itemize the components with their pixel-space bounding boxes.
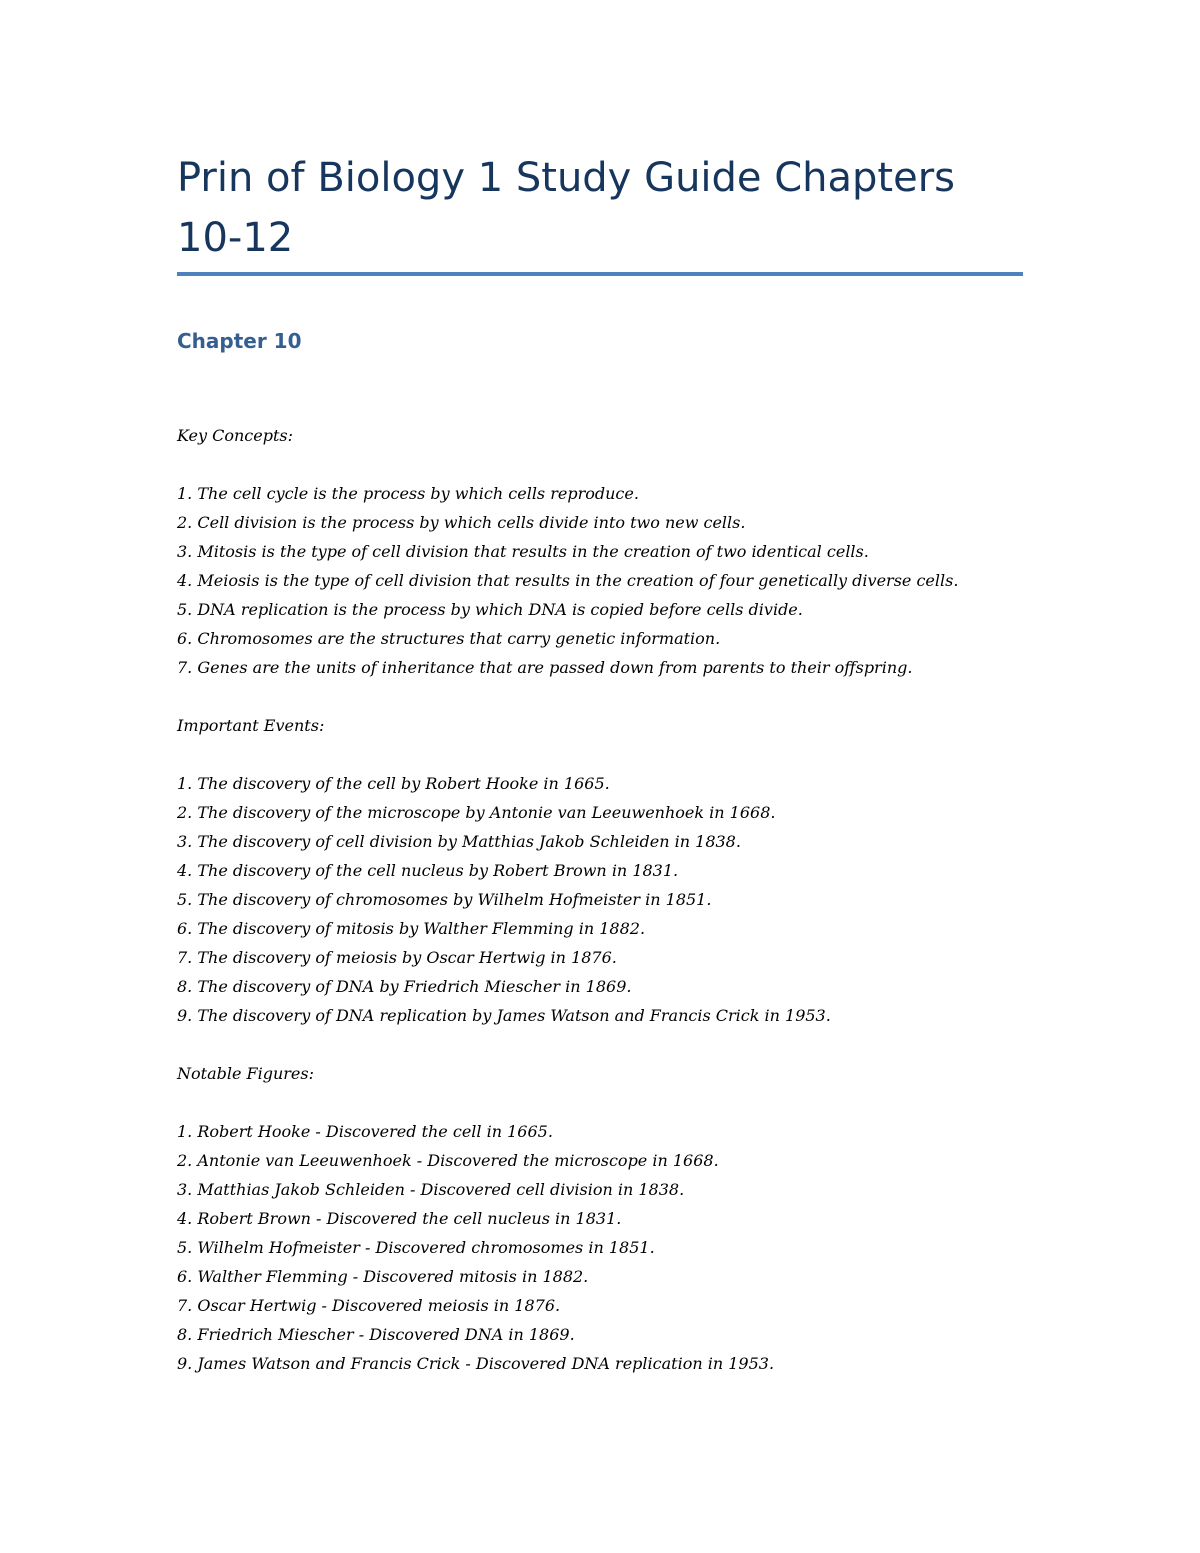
important-events-list (177, 769, 1037, 1030)
section-label: Notable Figures: (177, 1064, 314, 1083)
list-item: 1. The discovery of the cell by Robert Hooke in 1665. (177, 774, 610, 793)
list-item: 4. Robert Brown - Discovered the cell nucleus in 1831. (177, 1209, 622, 1228)
list-item: 2. Antonie van Leeuwenhoek - Discovered the microscope in 1668. (177, 1151, 719, 1170)
list-item: 2. The discovery of the microscope by Antonie van Leeuwenhoek in 1668. (177, 803, 776, 822)
list-item: 8. The discovery of DNA by Friedrich Miescher in 1869. (177, 977, 632, 996)
title-underline-rule (177, 272, 1023, 276)
list-item: 5. DNA replication is the process by which DNA is copied before cells divide. (177, 600, 803, 619)
list-item: 6. Chromosomes are the structures that carry genetic information. (177, 629, 721, 648)
list-item: 3. Mitosis is the type of cell division that results in the creation of two identical cells. (177, 542, 869, 561)
list-item: 1. The cell cycle is the process by which cells reproduce. (177, 484, 639, 503)
key-concepts-list (177, 479, 1037, 682)
list-item: 9. James Watson and Francis Crick - Discovered DNA replication in 1953. (177, 1354, 775, 1373)
list-item: 4. The discovery of the cell nucleus by Robert Brown in 1831. (177, 861, 679, 880)
section-label: Important Events: (177, 716, 325, 735)
list-item: 9. The discovery of DNA replication by James Watson and Francis Crick in 1953. (177, 1006, 831, 1025)
list-item: 7. Oscar Hertwig - Discovered meiosis in 1876. (177, 1296, 561, 1315)
list-item: 3. The discovery of cell division by Matthias Jakob Schleiden in 1838. (177, 832, 741, 851)
list-item: 3. Matthias Jakob Schleiden - Discovered cell division in 1838. (177, 1180, 685, 1199)
section-key-concepts (177, 421, 1037, 711)
chapter-heading: Chapter 10 (177, 329, 302, 353)
list-item: 8. Friedrich Miescher - Discovered DNA in 1869. (177, 1325, 575, 1344)
chapter-body (177, 421, 1037, 1378)
notable-figures-list (177, 1117, 1037, 1378)
list-item: 7. Genes are the units of inheritance that are passed down from parents to their offspring. (177, 658, 913, 677)
list-item: 4. Meiosis is the type of cell division that results in the creation of four genetically diverse cells. (177, 571, 959, 590)
list-item: 2. Cell division is the process by which cells divide into two new cells. (177, 513, 746, 532)
section-notable-figures (177, 1059, 1037, 1378)
section-label: Key Concepts: (177, 426, 293, 445)
list-item: 1. Robert Hooke - Discovered the cell in 1665. (177, 1122, 553, 1141)
section-important-events (177, 711, 1037, 1059)
list-item: 5. Wilhelm Hofmeister - Discovered chromosomes in 1851. (177, 1238, 655, 1257)
list-item: 6. Walther Flemming - Discovered mitosis in 1882. (177, 1267, 589, 1286)
list-item: 7. The discovery of meiosis by Oscar Hertwig in 1876. (177, 948, 617, 967)
document-title: Prin of Biology 1 Study Guide Chapters 10-12 (177, 155, 956, 261)
list-item: 6. The discovery of mitosis by Walther Flemming in 1882. (177, 919, 646, 938)
list-item: 5. The discovery of chromosomes by Wilhelm Hofmeister in 1851. (177, 890, 712, 909)
